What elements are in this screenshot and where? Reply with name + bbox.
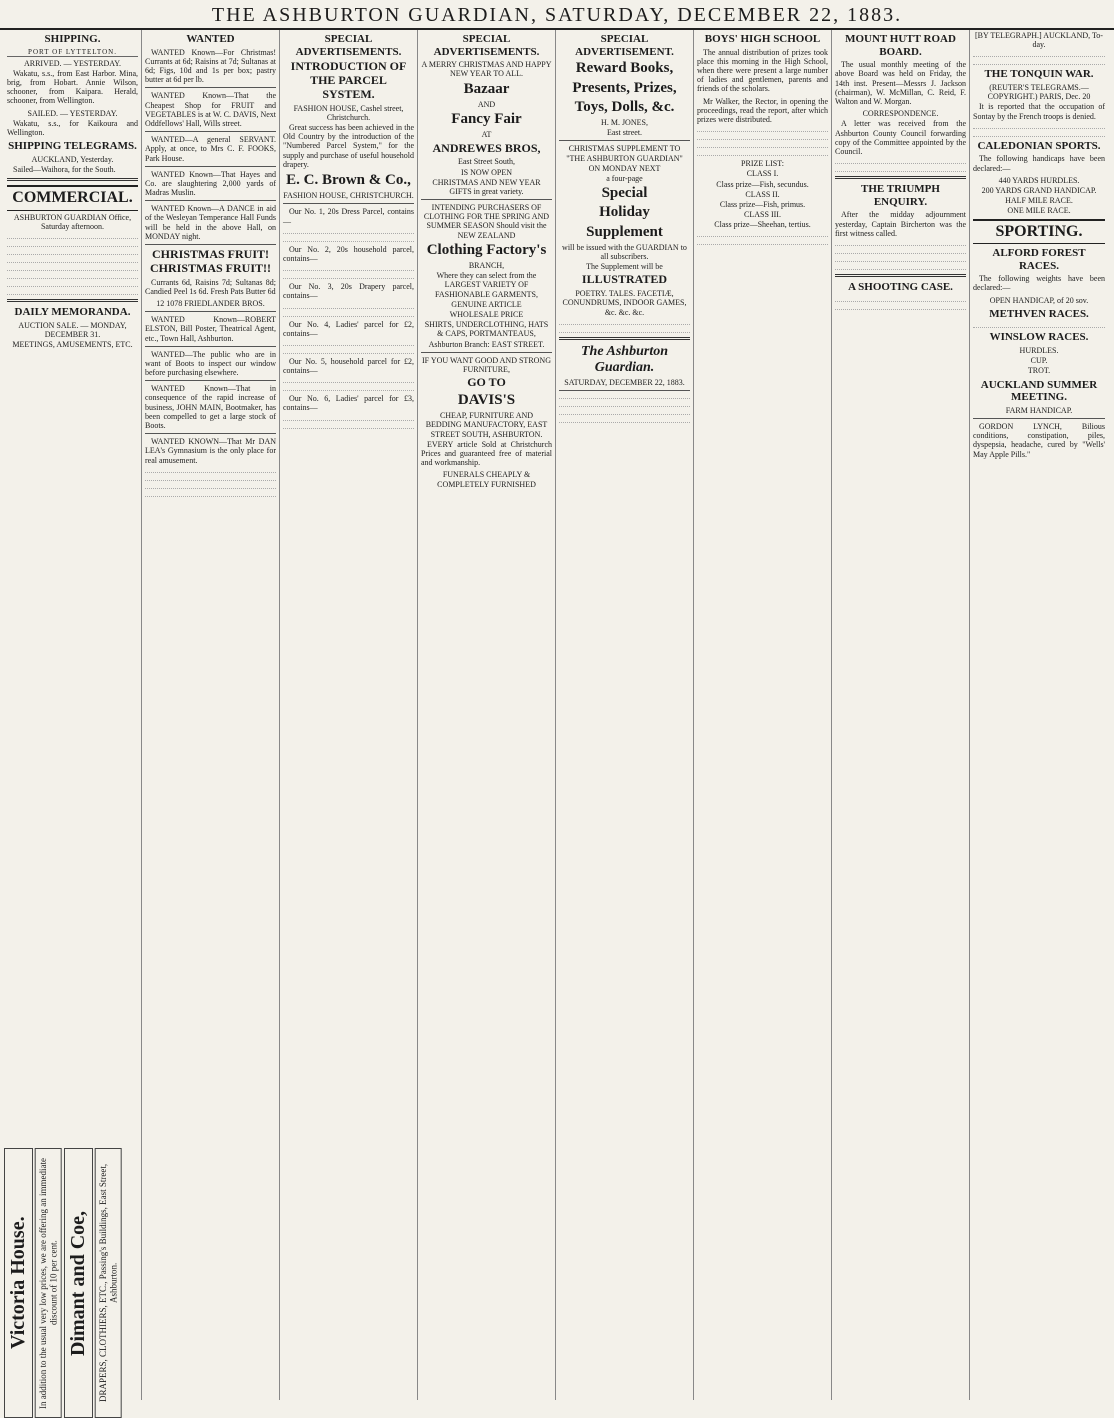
supplement-issued: will be issued with the GUARDIAN to all subscribers.	[562, 242, 687, 262]
section-head-methven: METHVEN RACES.	[989, 307, 1089, 320]
parcel-system-title: INTRODUCTION OF THE PARCEL SYSTEM.	[290, 59, 407, 101]
meetings-line: MEETINGS, AMUSEMENTS, ETC.	[12, 339, 133, 349]
ec-brown-name: E. C. Brown & Co.,	[286, 171, 411, 188]
event-head: TROT.	[1027, 366, 1051, 376]
column-high-school	[694, 30, 832, 1400]
bazaar-open: IS NOW OPEN	[461, 167, 512, 177]
sailed-label: SAILED. — YESTERDAY.	[27, 108, 118, 118]
section-head-shooting: A SHOOTING CASE.	[848, 281, 953, 293]
columns-container	[4, 30, 1110, 1409]
supplement-special: Special	[601, 185, 648, 202]
dimant-coe-title: Dimant and Coe,	[64, 1148, 93, 1400]
wanted-ad: WANTED Known—A DANCE in aid of the Wesleyan Temperance Hall Funds will be held in the above Hall, on MONDAY night.	[145, 204, 276, 241]
parcel-item: Our No. 1, 20s Dress Parcel, contains—	[283, 207, 414, 226]
davis-note: EVERY article Sold at Christchurch Prices and guaranteed free of material and workmanship.	[421, 439, 552, 468]
class-prize: Class prize—Fish, primus.	[719, 199, 806, 209]
column-bazaar	[418, 30, 556, 1400]
supplement-date: ON MONDAY NEXT	[588, 163, 661, 173]
column-shipping	[4, 30, 142, 1409]
section-head-sporting: SPORTING.	[973, 219, 1105, 244]
event-head: CUP.	[1030, 356, 1048, 366]
event-head: 440 YARDS HURDLES.	[998, 175, 1080, 185]
divider	[559, 337, 690, 340]
clothing-factory-title: Clothing Factory's	[426, 241, 547, 258]
section-head-triumph: THE TRIUMPH ENQUIRY.	[861, 183, 940, 208]
port-subhead: PORT OF LYTTELTON.	[7, 48, 138, 57]
pills-ad: GORDON LYNCH, Bilious conditions, constipation, piles, dyspepsia, headache, cured by "Wells' May Apple Pills."	[973, 422, 1105, 459]
commercial-dateline: ASHBURTON GUARDIAN Office, Saturday afternoon.	[13, 212, 132, 231]
arrived-label: ARRIVED. — YESTERDAY.	[23, 58, 122, 68]
wanted-ad: WANTED Known—That in consequence of the rapid increase of business, JOHN MAIN, Bootmaker, has been compelled to get a large stock of Boots.	[145, 384, 276, 431]
class-prize: Class prize—Fish, secundus.	[716, 179, 809, 189]
section-head-road-board: MOUNT HUTT ROAD BOARD.	[845, 33, 956, 58]
event-head: 200 YARDS GRAND HANDICAP.	[981, 185, 1097, 195]
wanted-ad: WANTED Known—ROBERT ELSTON, Bill Poster, Theatrical Agent, etc., Town Hall, Ashburton.	[145, 315, 276, 343]
weights-intro: The following weights have been declared:—	[973, 274, 1105, 293]
ec-brown-location: FASHION HOUSE, CHRISTCHURCH.	[283, 191, 414, 201]
section-head-high-school: BOYS' HIGH SCHOOL	[704, 33, 821, 45]
column-parcel-system	[280, 30, 418, 1400]
bazaar-address: East Street South,	[457, 157, 516, 167]
christmas-fruit-headline: CHRISTMAS FRUIT! CHRISTMAS FRUIT!!	[149, 247, 271, 275]
clothing-intro: INTENDING PURCHASERS OF CLOTHING FOR THE SPRING AND SUMMER SEASON Should visit the NEW ZEALAND	[423, 203, 550, 240]
handicaps-intro: The following handicaps have been declared:—	[973, 154, 1105, 173]
clothing-branch: BRANCH,	[468, 261, 505, 271]
column-sporting	[970, 30, 1108, 1400]
bazaar-title: Bazaar	[463, 80, 510, 97]
column-wanted	[142, 30, 280, 1400]
section-head-tonquin: THE TONQUIN WAR.	[984, 68, 1094, 81]
event-head: FARM HANDICAP.	[1005, 405, 1073, 415]
sailed-waihora: Sailed—Waihora, for the South.	[13, 165, 116, 175]
section-head-shipping: SHIPPING.	[44, 33, 101, 45]
prize-list-head: PRIZE LIST:	[741, 159, 784, 169]
section-head-wanted: WANTED	[186, 33, 235, 45]
section-head-auckland-summer: AUCKLAND SUMMER MEETING.	[980, 378, 1098, 404]
supplement-four-page: a four-page	[606, 173, 643, 183]
presents-prizes: Presents, Prizes,	[572, 79, 677, 96]
divider	[835, 274, 966, 277]
genuine-article: GENUINE ARTICLE	[451, 299, 522, 309]
road-board-para: The usual monthly meeting of the above Board was held on Friday, the 14th inst. Present—Messrs J. Jackson (chairman), W. McMillan, C. Reid, F. Walton and W. Morgan.	[835, 60, 966, 107]
parcel-intro: Great success has been achieved in the Old Country by the introduction of the "Numbered Parcel System," for the supply and purchase of useful household drapery.	[283, 123, 414, 169]
drapers-sidebar-ad	[4, 1148, 136, 1409]
high-school-para: The annual distribution of prizes took place this morning in the High School, when there were present a large number of ladies and gentlemen, parents and friends of the scholars.	[697, 47, 828, 94]
bazaar-and: AND	[477, 99, 496, 109]
wanted-ad: WANTED Known—That Hayes and Co. are slaughtering 2,000 yards of Madras Muslin.	[145, 169, 276, 198]
davis-title: DAVIS'S	[457, 391, 516, 408]
hm-jones-address: East street.	[606, 128, 643, 138]
parcel-item: Our No. 3, 20s Drapery parcel, contains—	[283, 282, 414, 301]
class-head: CLASS II.	[745, 189, 780, 199]
section-head-daily-memoranda: DAILY MEMORANDA.	[14, 305, 131, 318]
wanted-ad: WANTED KNOWN—That Mr DAN LEA's Gymnasium is the only place for real amusement.	[145, 437, 276, 465]
class-head: CLASS III.	[744, 210, 781, 220]
supplement-supplement: Supplement	[586, 223, 663, 240]
event-head: OPEN HANDICAP, of 20 sov.	[989, 295, 1089, 305]
class-prize: Class prize—Sheehan, tertius.	[714, 220, 811, 230]
tonquin-para: It is reported that the occupation of Sontay by the French troops is denied.	[973, 102, 1105, 121]
event-head: ONE MILE RACE.	[1007, 206, 1071, 216]
parcel-item: Our No. 2, 20s household parcel, contains—	[283, 244, 414, 263]
friedlander-signature: 12 1078 FRIEDLANDER BROS.	[156, 298, 265, 308]
section-head-caledonian: CALEDONIAN SPORTS.	[977, 139, 1101, 152]
clothing-items: SHIRTS, UNDERCLOTHING, HATS & CAPS, PORTMANTEAUS,	[424, 320, 549, 339]
guardian-date: SATURDAY, DECEMBER 22, 1883.	[564, 378, 685, 388]
supplement-will-be: The Supplement will be	[586, 262, 663, 272]
wanted-ad: WANTED—The public who are in want of Boots to inspect our window before purchasing elsewhere.	[145, 349, 276, 378]
section-head-special-ads: SPECIAL ADVERTISEMENTS.	[433, 33, 540, 58]
newspaper-title: THE ASHBURTON GUARDIAN, SATURDAY, DECEMBER 22, 1883.	[211, 4, 903, 26]
victoria-house-title: Victoria House.	[4, 1148, 33, 1400]
event-head: HURDLES.	[1019, 346, 1059, 356]
auckland-dateline: AUCKLAND, Yesterday.	[31, 154, 114, 164]
divider	[7, 299, 138, 302]
parcel-item: Our No. 6, Ladies' parcel for £3, contains—	[283, 394, 414, 413]
section-head-commercial: COMMERCIAL.	[7, 185, 138, 210]
high-school-para: Mr Walker, the Rector, in opening the proceedings, read the report, after which prizes were distributed.	[697, 96, 828, 124]
merry-christmas-line: A MERRY CHRISTMAS AND HAPPY NEW YEAR TO ALL.	[421, 60, 552, 79]
davis-description: CHEAP, FURNITURE AND BEDDING MANUFACTORY, EAST STREET SOUTH, ASHBURTON.	[425, 411, 548, 439]
dimant-coe-note: DRAPERS, CLOTHIERS, ETC., Passing's Buildings, East Street, Ashburton.	[95, 1148, 122, 1400]
event-head: HALF MILE RACE.	[1005, 196, 1073, 206]
section-head-winslow: WINSLOW RACES.	[989, 331, 1089, 344]
sailed-list: Wakatu, s.s., for Kaikoura and Wellington.	[7, 118, 138, 137]
column-road-board	[832, 30, 970, 1400]
masthead	[0, 4, 1114, 30]
section-head-alford: ALFORD FOREST RACES.	[992, 246, 1086, 272]
shipping-telegrams-head: SHIPPING TELEGRAMS.	[8, 140, 137, 153]
victoria-house-note: In addition to the usual very low prices, we are offering an immediate discount of 10 per cent.	[35, 1148, 62, 1400]
bazaar-at: AT	[481, 130, 492, 140]
reward-books: Reward Books,	[575, 60, 674, 77]
clothing-variety: Where they can select from the LARGEST VARIETY OF FASHIONABLE GARMENTS,	[435, 271, 538, 299]
fashion-house-address: FASHION HOUSE, Cashel street, Christchurch.	[293, 103, 404, 122]
supplement-holiday: Holiday	[599, 204, 650, 221]
supplement-title: CHRISTMAS SUPPLEMENT TO "THE ASHBURTON GUARDIAN"	[566, 144, 683, 163]
road-board-para: A letter was received from the Ashburton County Council forwarding copy of the Committee appointed by the Council.	[835, 119, 966, 156]
divider	[835, 176, 966, 179]
wanted-ad: WANTED Known—For Christmas! Currants at 6d; Raisins at 7d; Sultanas at 6d; Figs, 10d and 1s per box; pastry butter at 6d per lb.	[145, 47, 276, 85]
parcel-item: Our No. 5, household parcel for £2, contains—	[283, 356, 414, 376]
toys-dolls: Toys, Dolls, &c.	[574, 98, 675, 115]
column-supplement	[556, 30, 694, 1400]
telegraph-dateline: [BY TELEGRAPH.] AUCKLAND, To-day.	[975, 31, 1103, 50]
triumph-para: After the midday adjournment yesterday, Captain Bircherton was the first witness called.	[835, 210, 966, 238]
auction-sale-line: AUCTION SALE. — MONDAY, DECEMBER 31.	[18, 320, 127, 339]
hm-jones: H. M. JONES,	[601, 118, 648, 128]
guardian-nameplate: The Ashburton Guardian.	[580, 343, 668, 375]
divider	[7, 178, 138, 181]
go-to: GO TO	[467, 375, 506, 390]
class-head: CLASS I.	[746, 169, 779, 179]
funerals-line: FUNERALS CHEAPLY & COMPLETELY FURNISHED	[437, 470, 536, 489]
section-head-special-ads: SPECIAL ADVERTISEMENTS.	[295, 33, 402, 58]
wanted-ad: WANTED Known—That the Cheapest Shop for FRUIT and VEGETABLES is at W. C. DAVIS, Next Oddfellows' Hall, Wills street.	[145, 91, 276, 128]
bazaar-gifts: CHRISTMAS AND NEW YEAR GIFTS in great variety.	[432, 177, 541, 196]
reuters-dateline: (REUTER'S TELEGRAMS.—COPYRIGHT.) PARIS, Dec. 20	[987, 83, 1091, 102]
andrewes-bros: ANDREWES BROS,	[432, 140, 541, 155]
supplement-contents: POETRY. TALES. FACETIÆ, CONUNDRUMS, INDOOR GAMES, &c. &c. &c.	[562, 289, 687, 317]
arrived-list: Wakatu, s.s., from East Harbor. Mina, brig, from Hobart. Annie Wilson, schooner, from Kaipara. Herald, schooner, from Wellington.	[7, 68, 138, 106]
section-head-special-ad: SPECIAL ADVERTISEMENT.	[575, 33, 674, 58]
clothing-branch-address: Ashburton Branch: EAST STREET.	[428, 339, 545, 349]
wholesale-price: WHOLESALE PRICE	[449, 310, 524, 320]
wanted-ad: WANTED—A general SERVANT. Apply, at once, to Mrs C. F. FOOKS, Park House.	[145, 135, 276, 163]
fancy-fair-title: Fancy Fair	[451, 111, 522, 128]
parcel-item: Our No. 4, Ladies' parcel for £2, contains—	[283, 319, 414, 338]
correspondence-head: CORRESPONDENCE.	[862, 109, 939, 119]
supplement-illustrated: ILLUSTRATED	[581, 272, 668, 287]
furniture-intro: IF YOU WANT GOOD AND STRONG FURNITURE,	[422, 355, 551, 374]
christmas-fruit-prices: Currants 6d, Raisins 7d; Sultanas 8d; Candied Peel 1s 6d. Fresh Pats Butter 6d	[145, 277, 276, 296]
